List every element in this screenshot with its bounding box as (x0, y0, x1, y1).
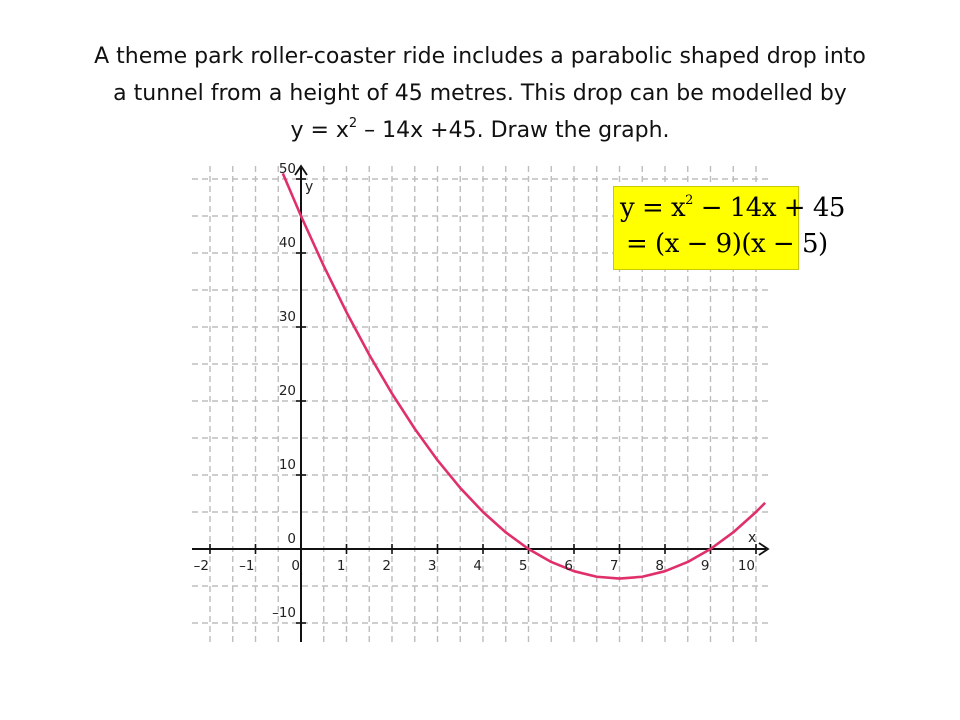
x-tick-label: 5 (518, 558, 528, 574)
equation-box (613, 186, 845, 270)
x-tick-label: –1 (239, 558, 255, 574)
x-tick-label: 6 (564, 558, 573, 574)
x-tick-label: 0 (291, 558, 300, 574)
y-tick-label: 30 (278, 309, 296, 325)
y-axis-label: y (305, 179, 314, 195)
x-tick-label: 1 (336, 558, 346, 574)
problem-line-2: a tunnel from a height of 45 metres. This drop can be modelled by (113, 81, 847, 106)
equation-expanded (620, 193, 845, 223)
x-tick-label: 8 (655, 558, 664, 574)
y-tick-label: 40 (278, 235, 296, 251)
equation-expanded-prefix: y = x (620, 193, 686, 223)
equation-factored: = (x − 9)(x − 5) (626, 229, 828, 259)
y-tick-label: 0 (287, 531, 296, 547)
x-tick-label: 4 (473, 558, 482, 574)
equation-expanded-suffix: − 14x + 45 (692, 193, 845, 223)
problem-line-3-suffix: – 14x +45. Draw the graph. (357, 118, 670, 143)
x-tick-label: 9 (700, 558, 710, 574)
y-tick-label: 20 (278, 383, 296, 399)
x-tick-label: 3 (427, 558, 437, 574)
x-tick-label: 10 (737, 558, 755, 574)
problem-line-1: A theme park roller-coaster ride includes a parabolic shaped drop into (94, 44, 866, 69)
problem-line-3-exponent: 2 (348, 116, 358, 131)
y-tick-label: 50 (278, 161, 296, 177)
x-tick-label: 2 (382, 558, 391, 574)
y-tick-label: 10 (278, 457, 296, 473)
x-tick-label: 7 (609, 558, 619, 574)
x-axis-label: x (748, 530, 757, 546)
equation-expanded-exponent: 2 (685, 193, 693, 208)
y-tick-label: –10 (272, 605, 296, 621)
x-tick-label: –2 (193, 558, 209, 574)
problem-line-3-prefix: y = x (290, 118, 349, 143)
